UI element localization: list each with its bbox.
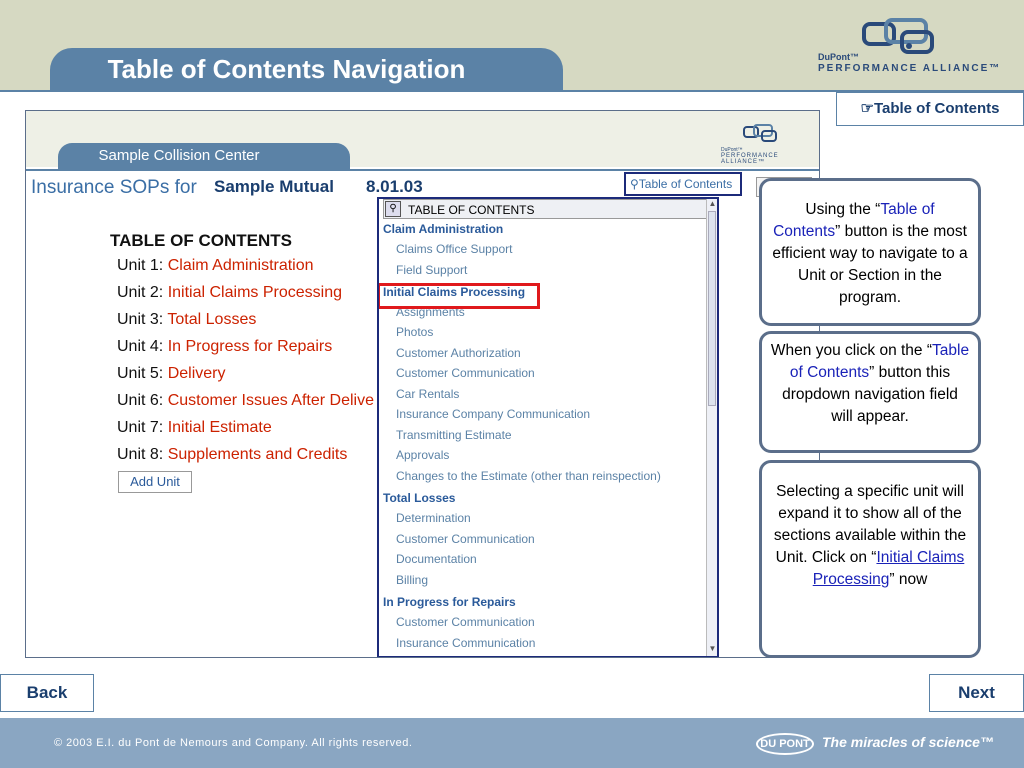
dropdown-section-item[interactable]: Car Rentals: [396, 387, 460, 401]
unit-label: Unit 8:: [117, 446, 164, 463]
tagline: The miracles of science™: [822, 734, 994, 750]
callout-text: When you click on the “: [770, 342, 933, 359]
unit-name[interactable]: Delivery: [167, 365, 226, 382]
search-icon: ⚲: [630, 177, 639, 191]
back-button[interactable]: Back: [0, 674, 94, 712]
dropdown-section-item[interactable]: Determination: [396, 511, 471, 525]
unit-label: Unit 4:: [117, 338, 164, 355]
callout-toc-usage: [759, 178, 981, 326]
screenshot-logo-brand: DuPont™: [721, 147, 743, 153]
unit-name[interactable]: Supplements and Credits: [167, 446, 348, 463]
dropdown-section-item[interactable]: Claims Office Support: [396, 242, 513, 256]
dropdown-scrollbar[interactable]: [706, 199, 718, 656]
collision-center-tab: Sample Collision Center: [58, 143, 350, 169]
table-of-contents-button[interactable]: ☞Table of Contents: [836, 92, 1024, 126]
unit-label: Unit 6:: [117, 392, 164, 409]
dropdown-section-item[interactable]: Photos: [396, 325, 434, 339]
callout-highlight: Table of Contents: [773, 201, 935, 240]
dropdown-header-label: TABLE OF CONTENTS: [408, 203, 535, 217]
toc-heading: TABLE OF CONTENTS: [110, 231, 292, 250]
dropdown-section-item[interactable]: Field Support: [396, 263, 468, 277]
dropdown-unit-item[interactable]: In Progress for Repairs: [383, 595, 516, 609]
unit-name[interactable]: Initial Claims Processing: [167, 284, 342, 301]
dropdown-section-item[interactable]: Changes to the Estimate (other than reinspection): [396, 469, 661, 483]
next-button[interactable]: Next: [929, 674, 1024, 712]
screenshot-toc-button[interactable]: [624, 172, 742, 196]
unit-name[interactable]: Customer Issues After Delive: [167, 392, 374, 409]
screenshot-header-divider: [26, 169, 820, 171]
unit-name[interactable]: Total Losses: [167, 311, 257, 328]
unit-name[interactable]: Initial Estimate: [167, 419, 272, 436]
screenshot-logo-alliance: PERFORMANCE ALLIANCE™: [721, 153, 779, 165]
dropdown-section-item[interactable]: Insurance Company Communication: [396, 407, 591, 421]
unit-name[interactable]: In Progress for Repairs: [167, 338, 333, 355]
callout-text: Selecting a specific unit will expand it to show all of the sections available within the Unit. Click on “: [773, 483, 967, 566]
page-title: Table of Contents Navigation: [50, 48, 563, 90]
dupont-oval-logo: DU PONT: [756, 733, 814, 755]
initial-claims-link[interactable]: Initial Claims Processing: [812, 549, 965, 588]
magnifier-icon: ⚲: [385, 201, 401, 217]
dropdown-section-item[interactable]: Customer Communication: [396, 532, 535, 546]
scroll-down-icon[interactable]: ▼: [708, 644, 717, 653]
callout-text: ” button this dropdown navigation field will appear.: [782, 364, 958, 425]
unit-row[interactable]: [117, 392, 374, 410]
dropdown-section-item[interactable]: Assignments: [396, 305, 465, 319]
unit-row[interactable]: [117, 257, 314, 275]
screenshot-toc-label: Table of Contents: [638, 177, 733, 191]
unit-label: Unit 7:: [117, 419, 164, 436]
add-unit-button[interactable]: Add Unit: [118, 471, 192, 493]
callout-text: Using the “: [805, 201, 881, 218]
callout-text: ” button is the most efficient way to navigate to a Unit or Section in the program.: [772, 223, 968, 306]
dropdown-section-item[interactable]: Transmitting Estimate: [396, 428, 512, 442]
dropdown-section-item[interactable]: Customer Communication: [396, 615, 535, 629]
unit-row[interactable]: [117, 338, 332, 356]
sop-heading-date: 8.01.03: [366, 177, 423, 196]
unit-label: Unit 3:: [117, 311, 164, 328]
unit-row[interactable]: [117, 419, 272, 437]
dropdown-unit-item[interactable]: Total Losses: [383, 491, 456, 505]
dropdown-unit-item[interactable]: Initial Claims Processing: [383, 285, 526, 299]
sop-heading-prefix: Insurance SOPs for: [31, 177, 197, 198]
toc-dropdown[interactable]: [377, 197, 719, 658]
logo-text-alliance: PERFORMANCE ALLIANCE™: [818, 63, 1002, 74]
copyright-text: © 2003 E.I. du Pont de Nemours and Company. All rights reserved.: [54, 737, 413, 749]
highlight-box: [377, 283, 540, 309]
callout-highlight: Table of Contents: [789, 342, 970, 381]
unit-row[interactable]: [117, 284, 342, 302]
unit-label: Unit 5:: [117, 365, 164, 382]
unit-row[interactable]: [117, 365, 226, 383]
scrollbar-thumb[interactable]: [708, 211, 716, 406]
dropdown-section-item[interactable]: Insurance Communication: [396, 636, 536, 650]
dropdown-section-item[interactable]: Customer Authorization: [396, 346, 521, 360]
callout-instruction: [759, 460, 981, 658]
dropdown-section-item[interactable]: Approvals: [396, 448, 450, 462]
logo-text-brand: DuPont™: [818, 52, 859, 62]
app-screenshot: [25, 110, 820, 658]
sop-heading-company: Sample Mutual: [214, 177, 334, 196]
dropdown-section-item[interactable]: Billing: [396, 573, 429, 587]
scroll-up-icon[interactable]: ▲: [708, 199, 717, 208]
unit-row[interactable]: [117, 311, 256, 329]
unit-name[interactable]: Claim Administration: [167, 257, 314, 274]
unit-label: Unit 2:: [117, 284, 164, 301]
dropdown-header: [383, 199, 707, 219]
dropdown-unit-item[interactable]: Claim Administration: [383, 222, 504, 236]
callout-text: ” now: [889, 571, 928, 588]
unit-label: Unit 1:: [117, 257, 164, 274]
unit-row[interactable]: [117, 446, 347, 464]
dropdown-section-item[interactable]: Documentation: [396, 552, 477, 566]
dropdown-section-item[interactable]: Customer Communication: [396, 366, 535, 380]
callout-dropdown-info: [759, 331, 981, 453]
